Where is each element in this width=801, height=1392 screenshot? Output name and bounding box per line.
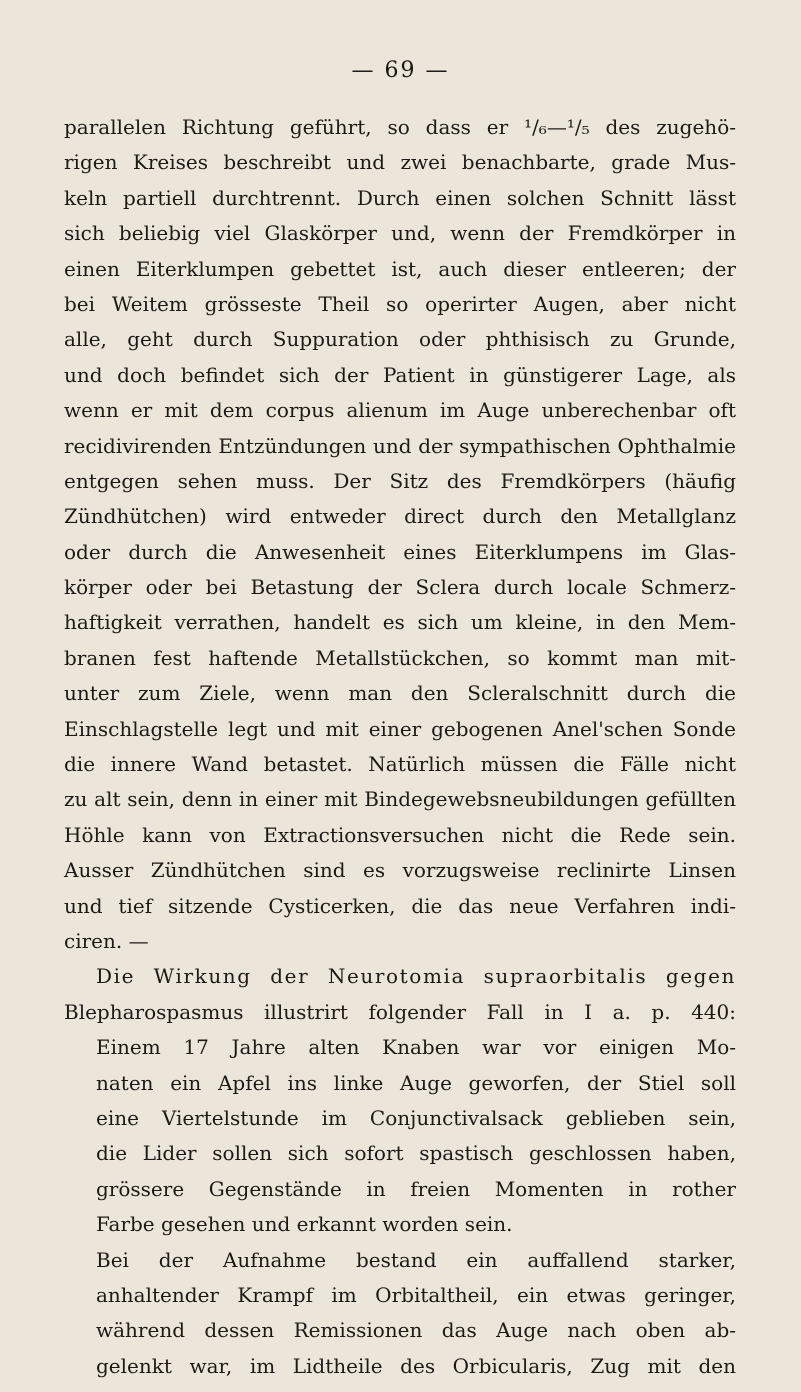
- text-line: Einschlagstelle legt und mit einer gebogenen Anel'schen Sonde: [64, 716, 736, 741]
- text-line: Farbe gesehen und erkannt worden sein.: [96, 1212, 513, 1237]
- text-line: entgegen sehen muss. Der Sitz des Fremdkörpers (häufig: [64, 468, 736, 493]
- text-line: einen Eiterklumpen gebettet ist, auch dieser entleeren; der: [64, 256, 736, 281]
- text-line: während dessen Remissionen das Auge nach oben ab-: [96, 1318, 736, 1343]
- text-line: unter zum Ziele, wenn man den Scleralschnitt durch die: [64, 681, 736, 706]
- page-number: — 69 —: [351, 58, 450, 83]
- text-line: Ausser Zündhütchen sind es vorzugsweise reclinirte Linsen: [64, 858, 736, 883]
- text-line: gelenkt war, im Lidtheile des Orbicularis, Zug mit den: [96, 1353, 736, 1378]
- text-line: und tief sitzende Cysticerken, die das neue Verfahren indi-: [64, 893, 736, 918]
- text-line: sich beliebig viel Glaskörper und, wenn der Fremdkörper in: [64, 221, 736, 246]
- text-line: rigen Kreises beschreibt und zwei benachbarte, grade Mus-: [64, 150, 736, 175]
- text-line: körper oder bei Betastung der Sclera durch locale Schmerz-: [64, 575, 736, 600]
- body-text: [64, 110, 736, 1384]
- text-line: keln partiell durchtrennt. Durch einen solchen Schnitt lässt: [64, 185, 736, 210]
- text-line: eine Viertelstunde im Conjunctivalsack geblieben sein,: [96, 1105, 736, 1130]
- text-line: Höhle kann von Extractionsversuchen nicht die Rede sein.: [64, 822, 736, 847]
- text-line: Blepharospasmus illustrirt folgender Fall in I a. p. 440:: [64, 999, 736, 1024]
- text-line: parallelen Richtung geführt, so dass er ¹/₆—¹/₅ des zugehö-: [64, 115, 736, 139]
- text-line: bei Weitem grösseste Theil so operirter Augen, aber nicht: [64, 291, 736, 316]
- text-line: die innere Wand betastet. Natürlich müssen die Fälle nicht: [64, 752, 736, 777]
- text-line: ciren. —: [64, 928, 149, 953]
- text-line: Bei der Aufnahme bestand ein auffallend starker,: [96, 1247, 736, 1272]
- text-line: Die Wirkung der Neurotomia supraorbitalis gegen: [96, 964, 736, 989]
- text-line: die Lider sollen sich sofort spastisch geschlossen haben,: [96, 1141, 736, 1166]
- text-line: naten ein Apfel ins linke Auge geworfen, der Stiel soll: [96, 1070, 736, 1095]
- text-line: oder durch die Anwesenheit eines Eiterklumpens im Glas-: [64, 539, 736, 564]
- text-line: zu alt sein, denn in einer mit Bindegewebsneubildungen gefüllten: [64, 787, 736, 812]
- text-line: Zündhütchen) wird entweder direct durch den Metallglanz: [64, 504, 736, 529]
- text-line: anhaltender Krampf im Orbitaltheil, ein etwas geringer,: [96, 1282, 736, 1307]
- text-line: recidivirenden Entzündungen und der sympathischen Ophthalmie: [64, 433, 736, 458]
- text-line: grössere Gegenstände in freien Momenten in rother: [96, 1176, 736, 1201]
- text-line: Einem 17 Jahre alten Knaben war vor einigen Mo-: [96, 1035, 736, 1060]
- text-line: branen fest haftende Metallstückchen, so kommt man mit-: [64, 645, 736, 670]
- text-line: und doch befindet sich der Patient in günstigerer Lage, als: [64, 362, 736, 387]
- text-line: haftigkeit verrathen, handelt es sich um kleine, in den Mem-: [64, 610, 736, 635]
- text-line: wenn er mit dem corpus alienum im Auge unberechenbar oft: [64, 398, 736, 423]
- text-line: alle, geht durch Suppuration oder phthisisch zu Grunde,: [64, 327, 736, 352]
